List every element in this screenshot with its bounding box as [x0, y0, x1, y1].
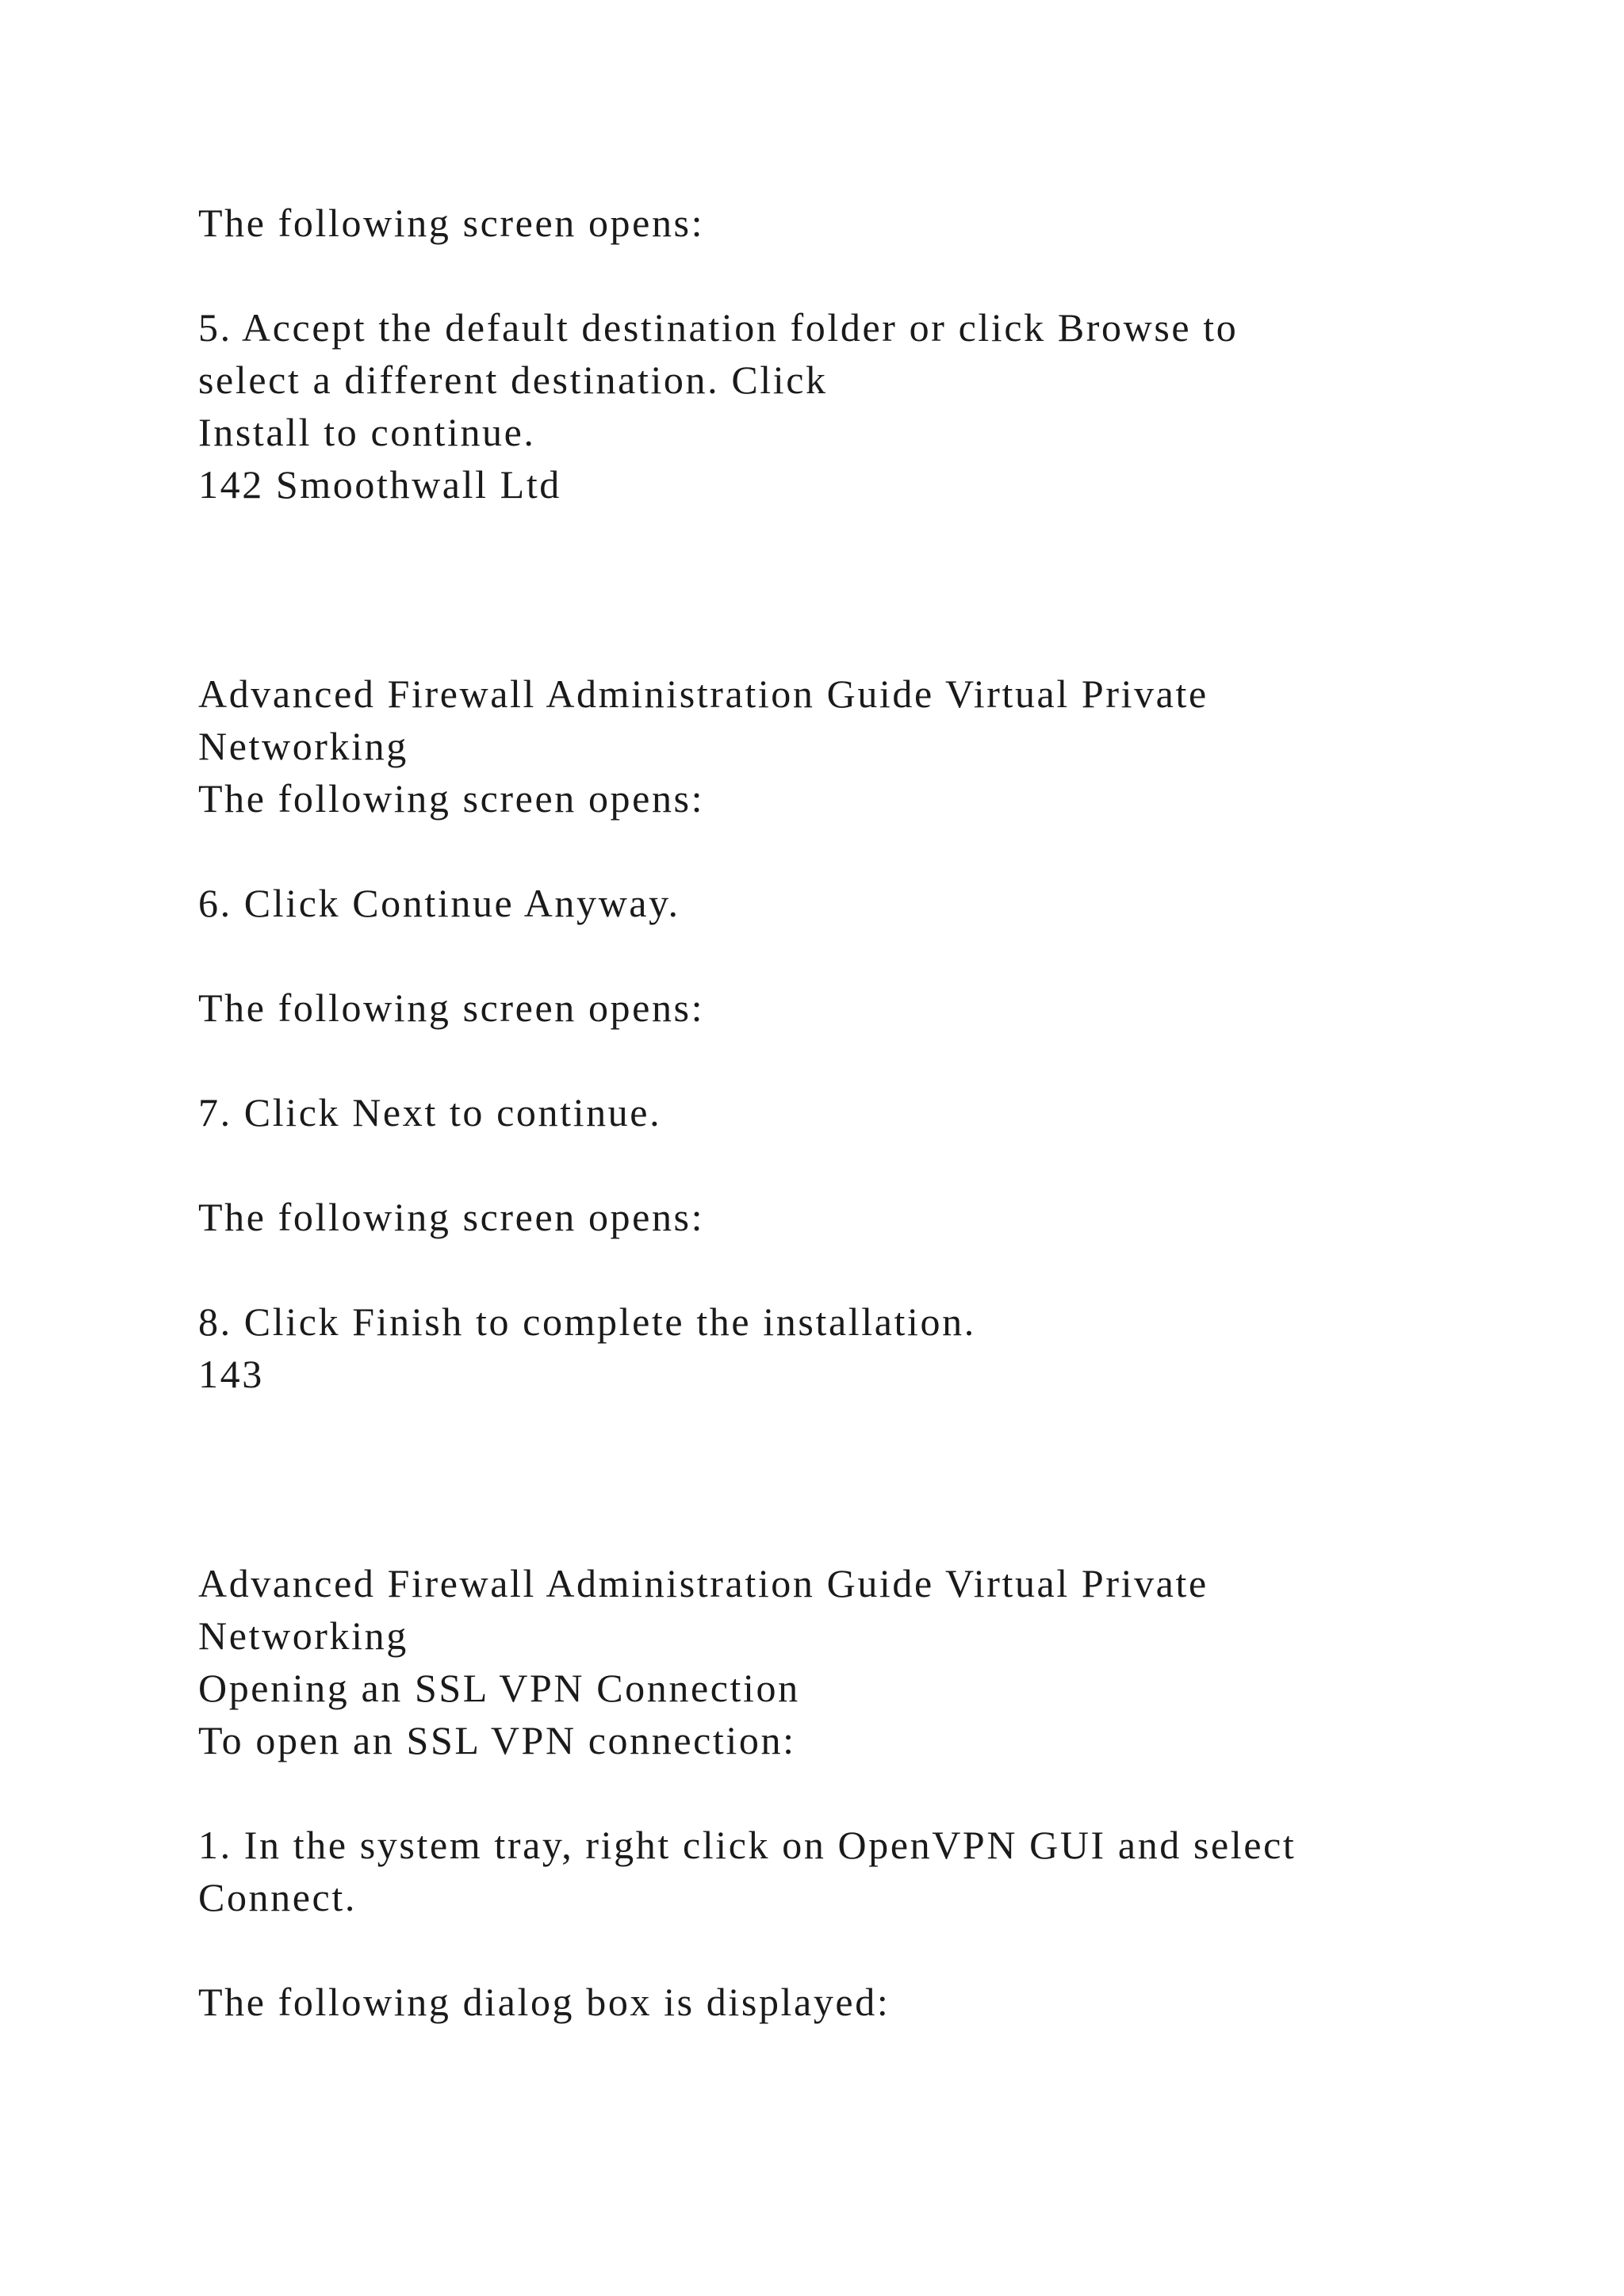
text-line: The following screen opens: — [198, 985, 705, 1030]
page-number: 143 — [198, 1352, 264, 1396]
step-8-text: 8. Click Finish to complete the installation. — [198, 1299, 976, 1344]
text-line: Install to continue. — [198, 410, 536, 454]
step-6-text: 6. Click Continue Anyway. — [198, 881, 680, 925]
text-line: The following screen opens: — [198, 201, 705, 245]
page-header: Advanced Firewall Administration Guide Virtual Private — [198, 1561, 1208, 1605]
text-line: The following screen opens: — [198, 1195, 705, 1239]
section-heading: Opening an SSL VPN Connection — [198, 1666, 800, 1710]
page-header: Advanced Firewall Administration Guide Virtual Private — [198, 672, 1208, 716]
step-5-text: 5. Accept the default destination folder or click Browse to — [198, 305, 1239, 350]
page-header: Networking — [198, 1613, 408, 1658]
step-1-text: 1. In the system tray, right click on OpenVPN GUI and select — [198, 1823, 1297, 1867]
text-line: The following dialog box is displayed: — [198, 1980, 891, 2024]
text-line: The following screen opens: — [198, 776, 705, 821]
text-line: To open an SSL VPN connection: — [198, 1718, 796, 1762]
text-line: Connect. — [198, 1875, 357, 1919]
page-footer: 142 Smoothwall Ltd — [198, 462, 561, 507]
text-line: select a different destination. Click — [198, 358, 828, 402]
step-7-text: 7. Click Next to continue. — [198, 1090, 662, 1135]
page-header: Networking — [198, 724, 408, 768]
